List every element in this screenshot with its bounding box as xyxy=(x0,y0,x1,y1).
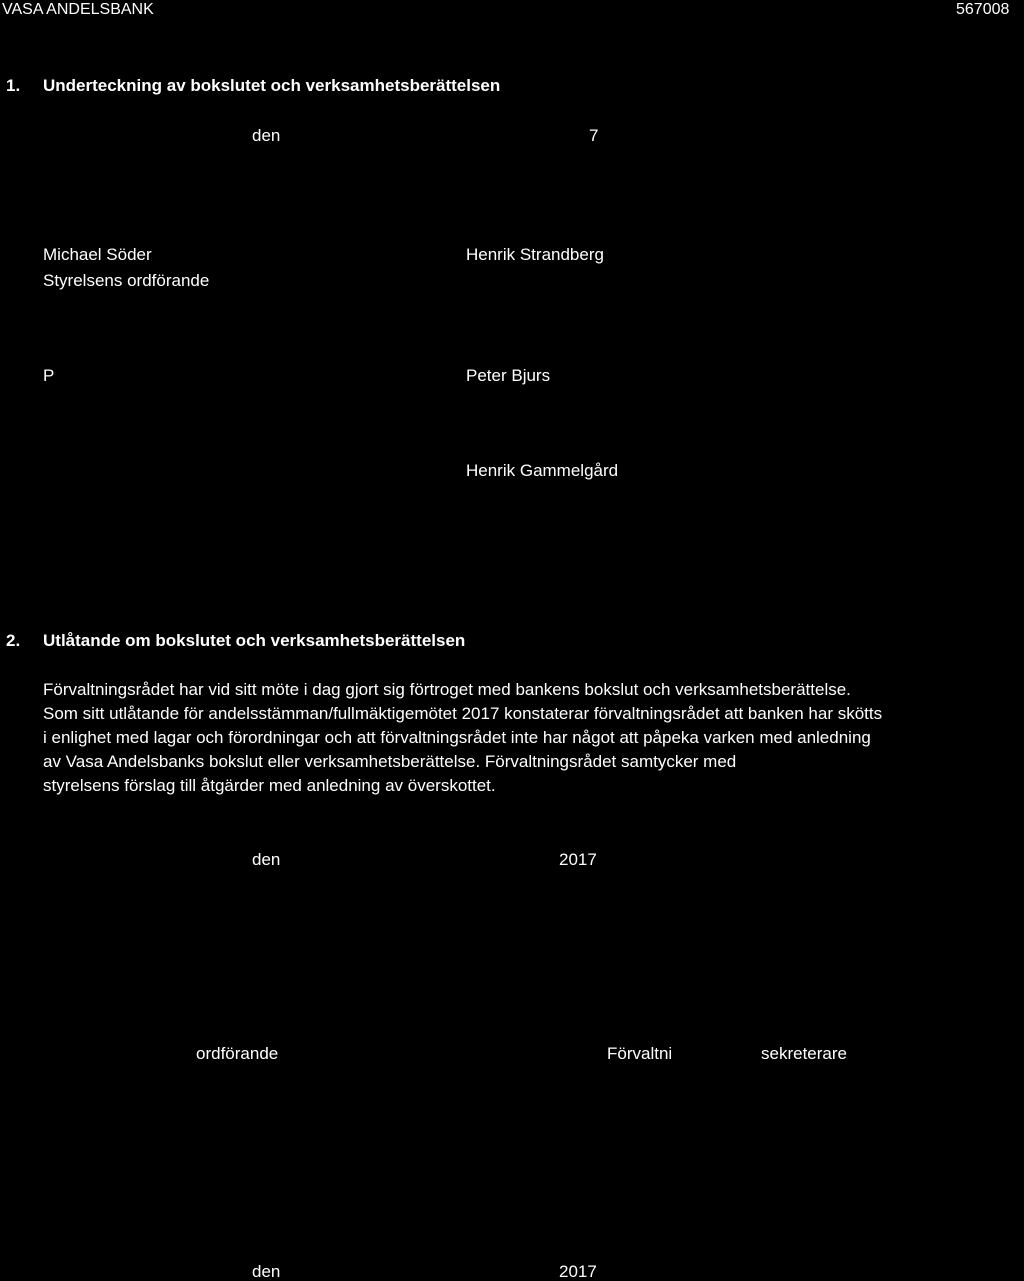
secretary-label-part2: sekreterare xyxy=(761,1044,847,1063)
section2-date-year: 2017 xyxy=(559,850,597,869)
paragraph-line: i enlighet med lagar och förordningar och att förvaltningsrådet inte har något att påpeka varken med anledning xyxy=(43,728,871,747)
signatory-name-4: Peter Bjurs xyxy=(466,366,551,385)
section2-paragraph xyxy=(43,678,963,798)
section1-heading: Underteckning av bokslutet och verksamhetsberättelsen xyxy=(43,76,501,95)
section1-number: 1. xyxy=(6,76,21,95)
signatory-name-3: P xyxy=(43,366,55,385)
signatory-name-2: Henrik Strandberg xyxy=(466,245,604,264)
section2-date-prefix: den xyxy=(252,850,281,869)
section1-date-value: 7 xyxy=(589,126,599,145)
paragraph-line: styrelsens förslag till åtgärder med anledning av överskottet. xyxy=(43,776,496,795)
signatory-name-5: Henrik Gammelgård xyxy=(466,461,619,480)
chair-label: ordförande xyxy=(196,1044,279,1063)
secretary-label-part1: Förvaltni xyxy=(607,1044,673,1063)
bottom-date-year: 2017 xyxy=(559,1262,597,1281)
paragraph-line: Som sitt utlåtande för andelsstämman/fullmäktigemötet 2017 konstaterar förvaltningsrådet att banken har skötts xyxy=(43,704,883,723)
document-number: 567008 xyxy=(956,1,1010,18)
section2-number: 2. xyxy=(6,631,21,650)
section2-heading: Utlåtande om bokslutet och verksamhetsberättelsen xyxy=(43,631,466,650)
paragraph-line: Förvaltningsrådet har vid sitt möte i dag gjort sig förtroget med bankens bokslut och verksamhetsberättelse. xyxy=(43,680,851,699)
section1-date-prefix: den xyxy=(252,126,281,145)
paragraph-line: av Vasa Andelsbanks bokslut eller verksamhetsberättelse. Förvaltningsrådet samtycker med xyxy=(43,752,737,771)
signatory-role-1: Styrelsens ordförande xyxy=(43,271,210,290)
bottom-date-prefix: den xyxy=(252,1262,281,1281)
bank-name: VASA ANDELSBANK xyxy=(2,1,154,18)
signatory-name-1: Michael Söder xyxy=(43,245,152,264)
